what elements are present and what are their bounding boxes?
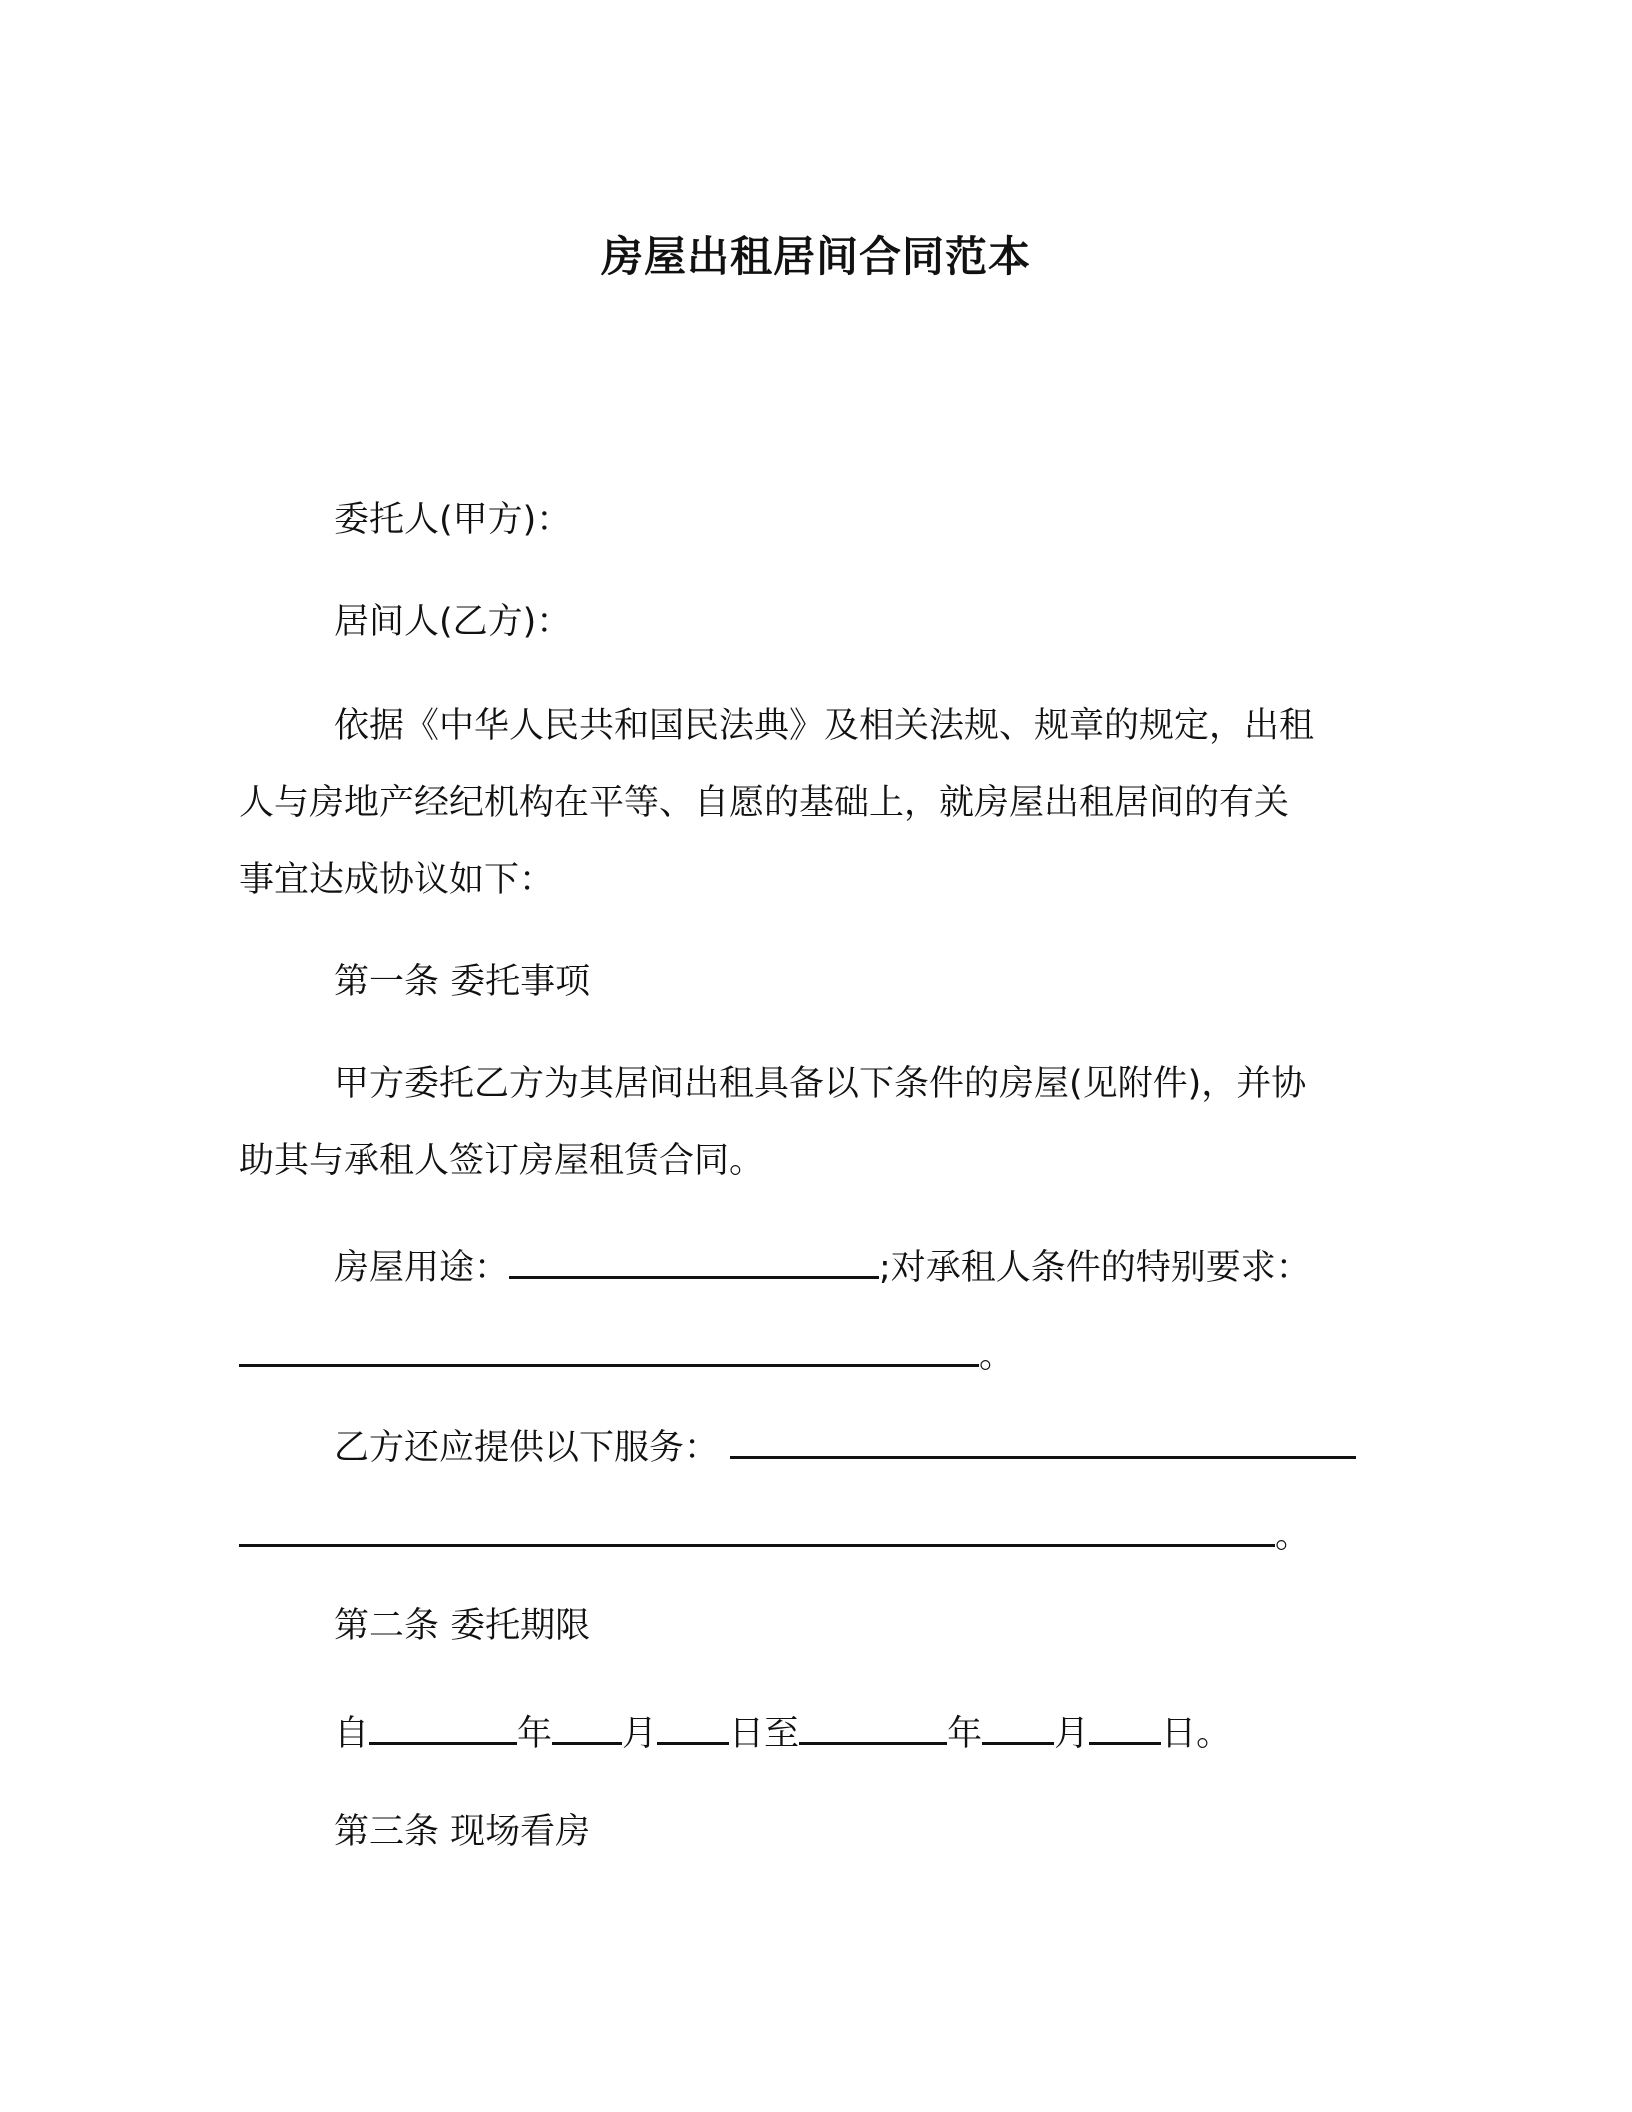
article-1-line-1: 甲方委托乙方为其居间出租具备以下条件的房屋(见附件)，并协 (334, 1064, 1307, 1104)
tenant-requirement-blank (239, 1330, 979, 1367)
start-day-blank (657, 1708, 729, 1745)
tenant-requirement-label: ;对承租人条件的特别要求： (879, 1248, 1311, 1288)
term-day-to: 日至 (729, 1714, 800, 1754)
usage-blank (509, 1242, 879, 1279)
principal-label: 委托人(甲方)： (334, 500, 572, 540)
term-year-1: 年 (517, 1714, 553, 1754)
intro-paragraph-line-3: 事宜达成协议如下： (239, 860, 555, 900)
usage-label: 房屋用途： (334, 1248, 510, 1288)
services-label: 乙方还应提供以下服务： (334, 1428, 720, 1468)
tenant-requirement-row (239, 1330, 1014, 1378)
start-year-blank (369, 1708, 517, 1745)
period-mark: 。 (979, 1336, 1015, 1376)
services-row-2 (239, 1510, 1310, 1558)
intermediary-label: 居间人(乙方)： (334, 602, 572, 642)
article-2-heading: 第二条 委托期限 (334, 1606, 591, 1646)
term-row (334, 1708, 1231, 1756)
term-year-2: 年 (947, 1714, 983, 1754)
article-1-line-2: 助其与承租人签订房屋租赁合同。 (239, 1141, 765, 1181)
intro-paragraph-line-1: 依据《中华人民共和国民法典》及相关法规、规章的规定，出租 (334, 706, 1315, 746)
end-year-blank (799, 1708, 947, 1745)
document-title: 房屋出租居间合同范本 (600, 232, 1031, 281)
end-month-blank (982, 1708, 1054, 1745)
end-day-blank (1089, 1708, 1161, 1745)
start-month-blank (552, 1708, 622, 1745)
services-blank-1 (730, 1422, 1356, 1459)
term-month-1: 月 (622, 1714, 658, 1754)
intro-paragraph-line-2: 人与房地产经纪机构在平等、自愿的基础上，就房屋出租居间的有关 (239, 783, 1290, 823)
services-row (334, 1422, 1356, 1470)
term-day-end: 日。 (1161, 1714, 1232, 1754)
term-from: 自 (334, 1714, 370, 1754)
article-3-heading: 第三条 现场看房 (334, 1812, 591, 1852)
period-mark: 。 (1275, 1516, 1311, 1556)
services-blank-2 (239, 1510, 1275, 1547)
usage-row (334, 1242, 1311, 1290)
term-month-2: 月 (1054, 1714, 1090, 1754)
article-1-heading: 第一条 委托事项 (334, 962, 591, 1002)
